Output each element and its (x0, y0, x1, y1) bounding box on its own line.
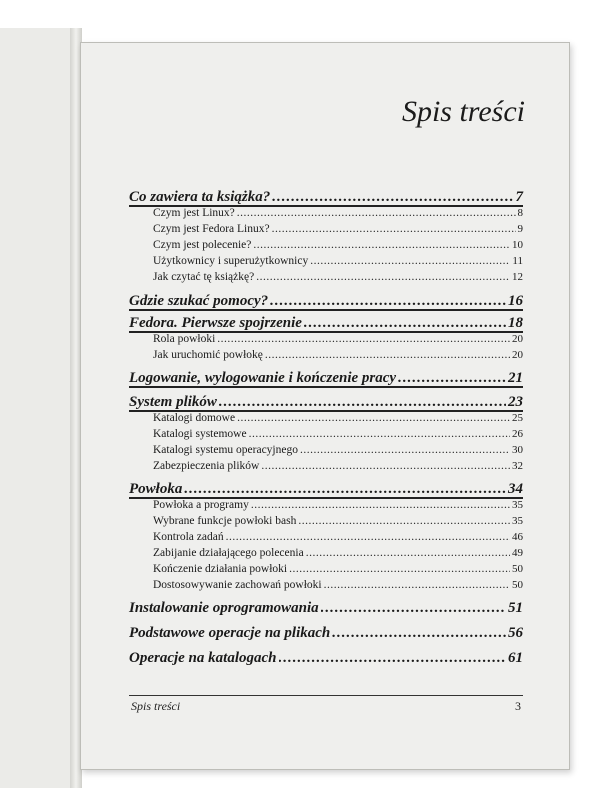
leader-dots (310, 255, 510, 267)
toc-item (153, 515, 523, 527)
toc-item-label: Katalogi domowe (153, 412, 236, 424)
toc-section-page: 18 (508, 315, 523, 331)
toc-item-label: Jak uruchomić powłokę (153, 349, 263, 361)
toc-item (153, 460, 523, 472)
leader-dots (321, 600, 506, 617)
toc-item-page: 26 (512, 428, 523, 440)
toc-item (153, 579, 523, 591)
toc-section (129, 625, 523, 642)
toc-section-label: Podstawowe operacje na plikach (129, 625, 331, 641)
leader-dots (270, 293, 506, 310)
toc-section-page: 23 (508, 394, 523, 410)
leader-dots (398, 370, 506, 387)
toc-section (129, 189, 523, 206)
toc-section (129, 394, 523, 411)
leader-dots (324, 579, 510, 591)
footer-rule (129, 695, 523, 696)
toc-section (129, 650, 523, 667)
toc-section-page: 16 (508, 293, 523, 309)
leader-dots (237, 412, 510, 424)
toc-item-page: 35 (512, 499, 523, 511)
toc-item-label: Czym jest Linux? (153, 207, 235, 219)
toc-item (153, 444, 523, 456)
toc-item-page: 10 (512, 239, 523, 251)
toc-section-page: 21 (508, 370, 523, 386)
leader-dots (219, 394, 506, 411)
toc-item-page: 35 (512, 515, 523, 527)
toc-section-label: Co zawiera ta książka? (129, 189, 271, 205)
toc-item-page: 46 (512, 531, 523, 543)
toc-item-label: Katalogi systemowe (153, 428, 247, 440)
leader-dots (256, 271, 510, 283)
toc-section (129, 481, 523, 498)
section-underline (129, 309, 523, 311)
toc-item (153, 499, 523, 511)
toc-item-page: 11 (512, 255, 523, 267)
leader-dots (279, 650, 507, 667)
toc-item-page: 49 (512, 547, 523, 559)
toc-section (129, 600, 523, 617)
toc-item-page: 9 (517, 223, 523, 235)
toc-section-label: Operacje na katalogach (129, 650, 277, 666)
toc-item-label: Użytkownicy i superużytkownicy (153, 255, 309, 267)
toc-item-page: 25 (512, 412, 523, 424)
toc-item (153, 333, 523, 345)
toc-item-page: 30 (512, 444, 523, 456)
toc-item-label: Zabijanie działającego polecenia (153, 547, 304, 559)
toc-section-page: 34 (508, 481, 523, 497)
leader-dots (184, 481, 506, 498)
page-title: Spis treści (401, 95, 525, 128)
leader-dots (298, 515, 510, 527)
toc-item-page: 32 (512, 460, 523, 472)
toc-page (80, 42, 570, 770)
leader-dots (249, 428, 510, 440)
toc-item-label: Rola powłoki (153, 333, 216, 345)
toc-item-label: Czym jest Fedora Linux? (153, 223, 270, 235)
toc-section-label: Instalowanie oprogramowania (129, 600, 319, 616)
leader-dots (304, 315, 506, 332)
toc-item-page: 20 (512, 333, 523, 345)
leader-dots (272, 223, 516, 235)
leader-dots (289, 563, 510, 575)
toc-section-page: 61 (508, 650, 523, 666)
toc-section (129, 293, 523, 310)
toc-section-label: Powłoka (129, 481, 183, 497)
toc-item-label: Kończenie działania powłoki (153, 563, 288, 575)
leader-dots (332, 625, 506, 642)
toc-item (153, 349, 523, 361)
footer-page-number: 3 (515, 699, 521, 713)
leader-dots (226, 531, 510, 543)
section-underline (129, 386, 523, 388)
toc-section-label: System plików (129, 394, 217, 410)
toc-item-label: Czym jest polecenie? (153, 239, 252, 251)
toc-item (153, 271, 523, 283)
leader-dots (253, 239, 510, 251)
toc-item-label: Jak czytać tę książkę? (153, 271, 255, 283)
leader-dots (272, 189, 513, 206)
toc-item-page: 12 (512, 271, 523, 283)
toc-item (153, 531, 523, 543)
toc-section (129, 370, 523, 387)
toc-section-page: 56 (508, 625, 523, 641)
leader-dots (261, 460, 510, 472)
toc-item-label: Dostosowywanie zachowań powłoki (153, 579, 322, 591)
footer-title: Spis treści (131, 699, 181, 713)
toc-section-page: 51 (508, 600, 523, 616)
leader-dots (251, 499, 510, 511)
left-page (0, 28, 79, 788)
toc-item-label: Wybrane funkcje powłoki bash (153, 515, 297, 527)
leader-dots (237, 207, 516, 219)
toc-section-label: Fedora. Pierwsze spojrzenie (129, 315, 302, 331)
leader-dots (265, 349, 510, 361)
toc-section (129, 315, 523, 332)
toc-item (153, 428, 523, 440)
toc-item-label: Katalogi systemu operacyjnego (153, 444, 298, 456)
toc-item (153, 207, 523, 219)
leader-dots (217, 333, 510, 345)
toc-item (153, 563, 523, 575)
toc-section-label: Logowanie, wylogowanie i kończenie pracy (129, 370, 397, 386)
toc-item-page: 8 (517, 207, 523, 219)
toc-item-label: Zabezpieczenia plików (153, 460, 260, 472)
toc-item-label: Kontrola zadań (153, 531, 224, 543)
toc-section-page: 7 (515, 189, 523, 205)
toc-item (153, 255, 523, 267)
toc-item-page: 50 (512, 579, 523, 591)
toc-item (153, 223, 523, 235)
toc-item-label: Powłoka a programy (153, 499, 249, 511)
toc-item (153, 239, 523, 251)
toc-section-label: Gdzie szukać pomocy? (129, 293, 269, 309)
toc-item-page: 20 (512, 349, 523, 361)
toc-item-page: 50 (512, 563, 523, 575)
toc-item (153, 412, 523, 424)
leader-dots (306, 547, 510, 559)
toc-item (153, 547, 523, 559)
leader-dots (300, 444, 510, 456)
